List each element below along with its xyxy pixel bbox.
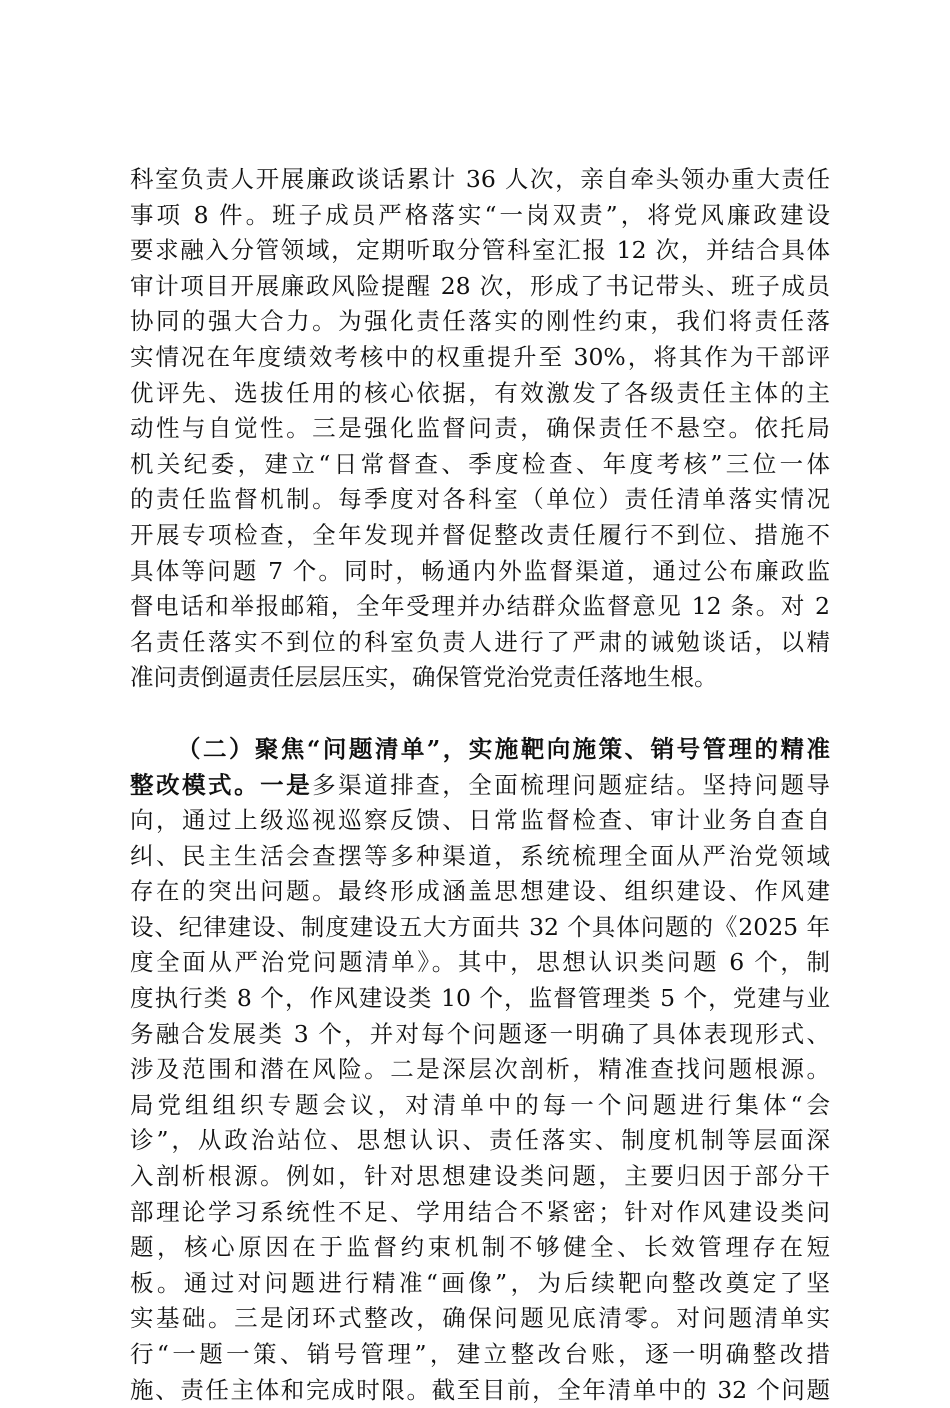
text-line: 存在的突出问题。最终形成涵盖思想建设、组织建设、作风建 [130,877,830,906]
text-line: 优评先、选拔任用的核心依据，有效激发了各级责任主体的主 [130,378,830,407]
text-line: 纠、民主生活会查摆等多种渠道，系统梳理全面从严治党领域 [130,841,830,870]
text-line: 部理论学习系统性不足、学用结合不紧密；针对作风建设类问 [130,1197,830,1226]
text-line-rest: 多渠道排查，全面梳理问题症结。坚持问题导 [312,770,830,799]
text-line: 事项 8 件。班子成员严格落实“一岗双责”，将党风廉政建设 [130,200,830,229]
text-line: 行“一题一策、销号管理”，建立整改台账，逐一明确整改措 [130,1340,830,1368]
paragraph-spacer [130,696,830,732]
text-line: 涉及范围和潜在风险。二是深层次剖析，精准查找问题根源。 [130,1055,830,1084]
text-line: 务融合发展类 3 个，并对每个问题逐一明确了具体表现形式、 [130,1019,830,1048]
text-line: 具体等问题 7 个。同时，畅通内外监督渠道，通过公布廉政监 [130,556,830,585]
text-line: 入剖析根源。例如，针对思想建设类问题，主要归因于部分干 [130,1162,830,1191]
text-line: 向，通过上级巡视巡察反馈、日常监督检查、审计业务自查自 [130,806,830,835]
document-body [130,162,830,1408]
text-line: 诊”，从政治站位、思想认识、责任落实、制度机制等层面深 [130,1126,830,1155]
text-line: 督电话和举报邮箱，全年受理并办结群众监督意见 12 条。对 2 [130,592,830,621]
text-line: 审计项目开展廉政风险提醒 28 次，形成了书记带头、班子成员 [130,271,830,300]
text-line: 题，核心原因在于监督约束机制不够健全、长效管理存在短 [130,1233,830,1262]
point-lead: 一是 [260,770,313,799]
text-line: 施、责任主体和完成时限。截至目前，全年清单中的 32 个问题 [130,1375,830,1404]
text-line: 协同的强大合力。为强化责任落实的刚性约束，我们将责任落 [130,307,830,336]
text-line: 实基础。三是闭环式整改，确保问题见底清零。对问题清单实 [130,1304,830,1333]
paragraph-1 [130,162,830,696]
text-line: 设、纪律建设、制度建设五大方面共 32 个具体问题的《2025 年 [130,912,830,941]
text-line: 实情况在年度绩效考核中的权重提升至 30%，将其作为干部评 [130,342,830,371]
text-line: 准问责倒逼责任层层压实，确保管党治党责任落地生根。 [130,663,718,692]
text-line: 开展专项检查，全年发现并督促整改责任履行不到位、措施不 [130,520,830,549]
text-line: 度全面从严治党问题清单》。其中，思想认识类问题 6 个，制 [130,948,830,977]
section-heading-continued: 整改模式。 [130,770,261,799]
text-line: 名责任落实不到位的科室负责人进行了严肃的诫勉谈话，以精 [130,627,830,656]
text-line: 科室负责人开展廉政谈话累计 36 人次，亲自牵头领办重大责任 [130,165,830,193]
text-line: 动性与自觉性。三是强化监督问责，确保责任不悬空。依托局 [130,414,830,443]
text-line: 板。通过对问题进行精准“画像”，为后续靶向整改奠定了坚 [130,1268,830,1297]
text-line: 度执行类 8 个，作风建设类 10 个，监督管理类 5 个，党建与业 [130,984,830,1013]
paragraph-2 [130,732,830,1408]
text-line: 的责任监督机制。每季度对各科室（单位）责任清单落实情况 [130,485,830,514]
text-line: 机关纪委，建立“日常督查、季度检查、年度考核”三位一体 [130,449,830,478]
text-line [130,768,830,804]
text-line: 要求融入分管领域，定期听取分管科室汇报 12 次，并结合具体 [130,236,830,265]
text-line: 局党组组织专题会议，对清单中的每一个问题进行集体“会 [130,1090,830,1119]
section-heading: （二）聚焦“问题清单”，实施靶向施策、销号管理的精准 [177,734,830,763]
